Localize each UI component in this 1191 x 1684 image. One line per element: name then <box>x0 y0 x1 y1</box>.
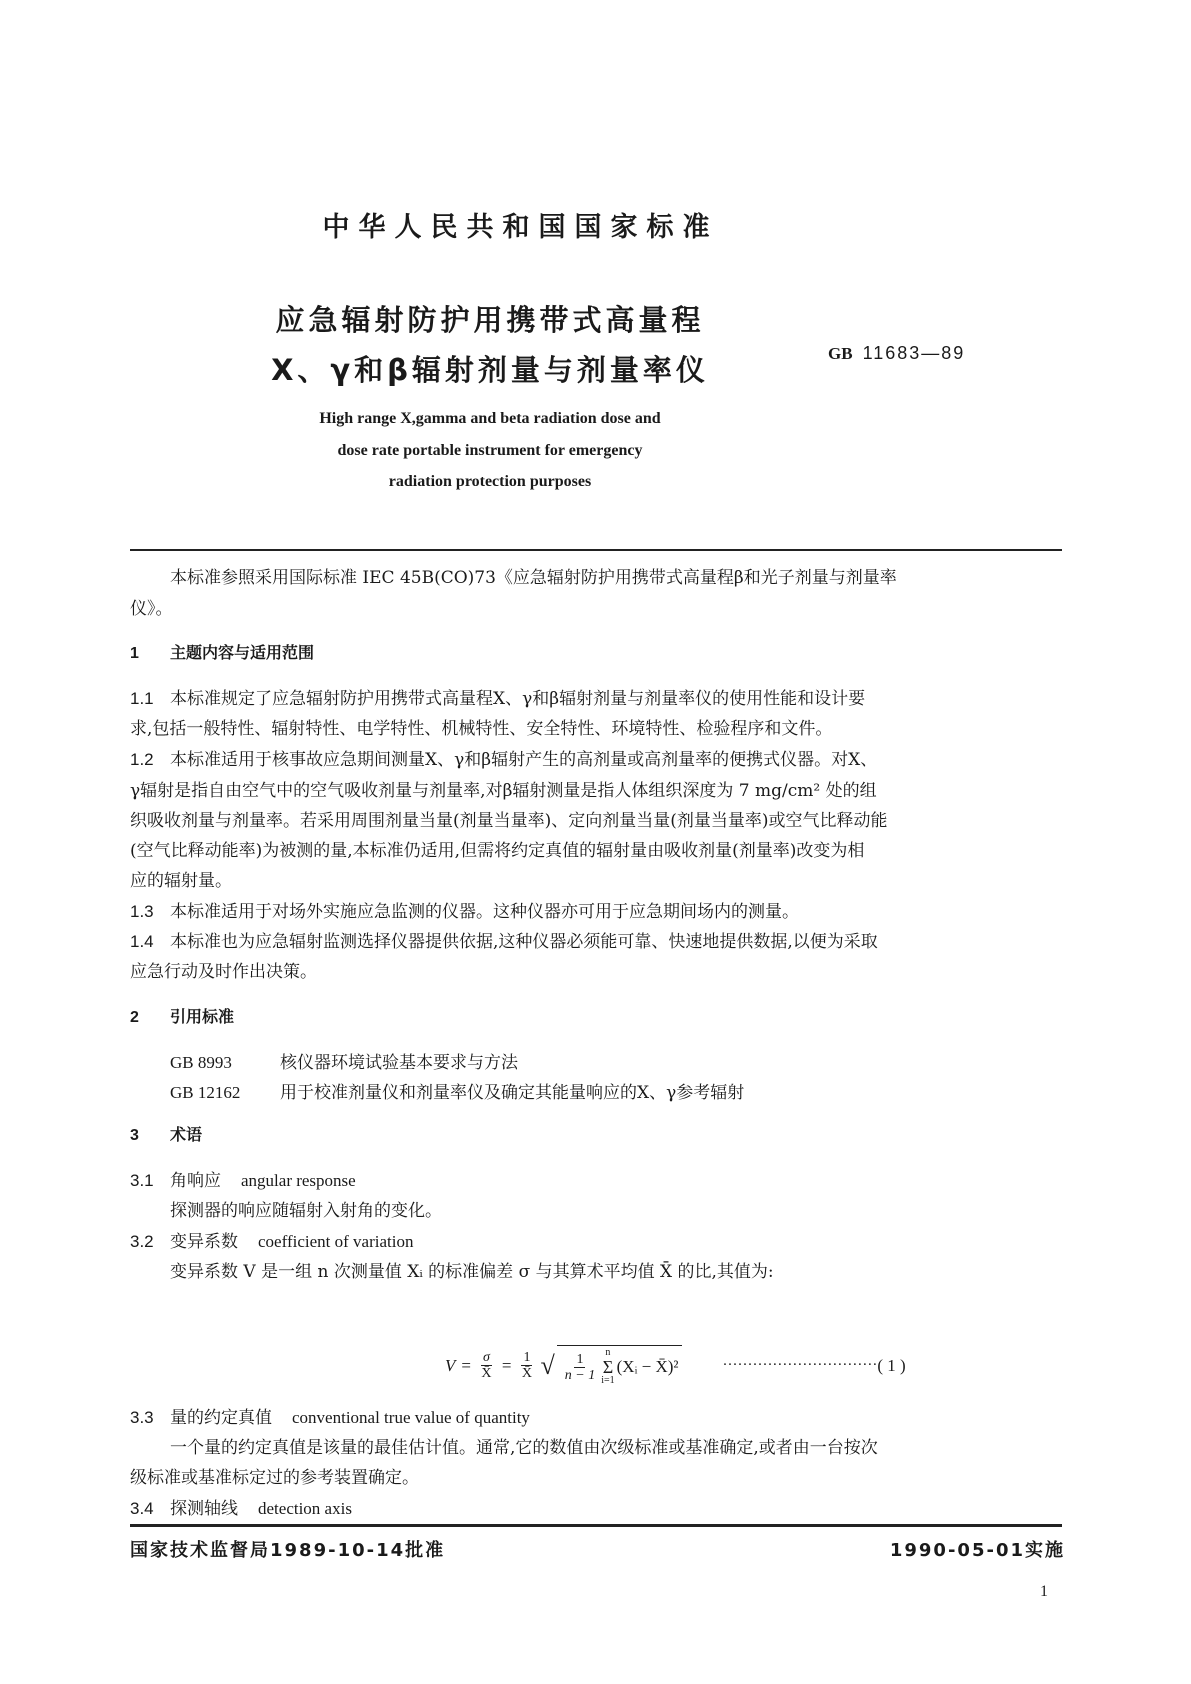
clause-1-4-line-2: 应急行动及时作出决策。 <box>130 962 317 982</box>
term-3-3-definition-line-2: 级标准或基准标定过的参考装置确定。 <box>130 1468 419 1488</box>
fraction-one-over-n-minus-1 <box>565 1352 595 1383</box>
term-english: detection axis <box>258 1499 352 1518</box>
term-3-3 <box>130 1403 1062 1428</box>
equals-sign: = <box>501 1355 512 1375</box>
equation-1 <box>445 1345 906 1386</box>
reference-code: GB 12162 <box>170 1083 241 1102</box>
gb-number: 11683—89 <box>862 343 966 363</box>
clause-1-2-line-4: (空气比释动能率)为被测的量,本标准仍适用,但需将约定真值的辐射量由吸收剂量(剂量率)改变为相 <box>130 841 865 861</box>
effective-date: 1990-05-01实施 <box>889 1540 1065 1561</box>
denominator: X̄ <box>521 1366 533 1381</box>
term-number: 3.2 <box>130 1232 154 1251</box>
reference-title: 核仪器环境试验基本要求与方法 <box>280 1053 518 1073</box>
term-chinese: 变异系数 <box>170 1232 238 1252</box>
term-3-4 <box>130 1494 1062 1519</box>
term-chinese: 角响应 <box>170 1171 221 1191</box>
sum-lower: i=1 <box>601 1375 615 1386</box>
term-number: 3.4 <box>130 1499 154 1518</box>
page-number: 1 <box>1040 1583 1048 1600</box>
fraction-sigma-over-xbar <box>481 1350 492 1381</box>
clause-1-2-line-2: γ辐射是指自由空气中的空气吸收剂量与剂量率,对β辐射测量是指人体组织深度为 7 mg/cm² 处的组 <box>130 781 877 801</box>
section-number: 3 <box>130 1127 139 1144</box>
clause-1-2-line-5: 应的辐射量。 <box>130 871 232 891</box>
footer-divider <box>130 1524 1062 1527</box>
equals-sign: = <box>461 1355 471 1375</box>
term-3-1 <box>130 1166 1062 1191</box>
sqrt-body <box>557 1345 683 1386</box>
term-3-2-definition: 变异系数 V 是一组 n 次测量值 Xᵢ 的标准偏差 σ 与其算术平均值 X̄ 的比,其值为: <box>170 1262 774 1282</box>
clause-1-4-line-1 <box>130 927 1062 952</box>
term-english: coefficient of variation <box>258 1232 414 1251</box>
section-2-heading <box>130 1004 1062 1027</box>
term-english: conventional true value of quantity <box>292 1408 530 1427</box>
clause-number: 1.3 <box>130 902 154 921</box>
clause-1-1-line-2: 求,包括一般特性、辐射特性、电学特性、机械特性、安全特性、环境特性、检验程序和文件。 <box>130 719 833 739</box>
clause-1-2-line-3: 织吸收剂量与剂量率。若采用周围剂量当量(剂量当量率)、定向剂量当量(剂量当量率)或空气比释动能 <box>130 811 888 831</box>
reference-title: 用于校准剂量仪和剂量率仪及确定其能量响应的X、γ参考辐射 <box>280 1083 745 1103</box>
term-3-2 <box>130 1227 1062 1252</box>
sqrt-symbol: √ <box>540 1350 555 1380</box>
summand: (Xᵢ − X̄)² <box>616 1357 679 1376</box>
national-standard-heading: 中华人民共和国国家标准 <box>322 212 719 243</box>
numerator: σ <box>482 1350 490 1365</box>
summation <box>601 1348 614 1386</box>
numerator: 1 <box>523 1350 531 1365</box>
numerator: 1 <box>576 1351 584 1367</box>
chinese-title-line-2: X、γ和β辐射剂量与剂量率仪 <box>271 353 709 387</box>
term-3-1-definition: 探测器的响应随辐射入射角的变化。 <box>170 1201 442 1221</box>
clause-text: 本标准也为应急辐射监测选择仪器提供依据,这种仪器必须能可靠、快速地提供数据,以便为采取 <box>170 932 878 952</box>
denominator: n − 1 <box>564 1367 596 1383</box>
clause-number: 1.4 <box>130 932 154 951</box>
clause-number: 1.1 <box>130 689 154 708</box>
denominator: X̄ <box>481 1366 492 1381</box>
section-1-heading <box>130 640 1062 663</box>
section-3-heading <box>130 1122 1062 1145</box>
fraction-one-over-xbar <box>521 1350 532 1381</box>
equation-number: ( 1 ) <box>877 1355 906 1375</box>
english-title-line-3: radiation protection purposes <box>388 473 592 490</box>
clause-1-1-line-1 <box>130 684 1062 709</box>
section-number: 2 <box>130 1009 139 1026</box>
clause-1-2-line-1 <box>130 745 1062 770</box>
term-3-3-definition-line-1: 一个量的约定真值是该量的最佳估计值。通常,它的数值由次级标准或基准确定,或者由一台按次 <box>170 1438 878 1458</box>
sum-symbol: Σ <box>602 1357 614 1377</box>
term-number: 3.1 <box>130 1171 154 1190</box>
clause-text: 本标准适用于对场外实施应急监测的仪器。这种仪器亦可用于应急期间场内的测量。 <box>170 902 799 922</box>
dot-leader: ······························· <box>722 1357 878 1373</box>
clause-text: 本标准规定了应急辐射防护用携带式高量程X、γ和β辐射剂量与剂量率仪的使用性能和设计要 <box>170 689 866 709</box>
chinese-title-line-1: 应急辐射防护用携带式高量程 <box>275 303 705 337</box>
term-chinese: 量的约定真值 <box>170 1408 272 1428</box>
gb-prefix: GB <box>828 344 853 363</box>
sum-upper: n <box>605 1347 611 1358</box>
header-divider <box>130 549 1062 551</box>
reference-code: GB 8993 <box>170 1053 232 1072</box>
english-title-line-1: High range X,gamma and beta radiation dose and <box>319 410 661 427</box>
clause-1-3 <box>130 897 1062 922</box>
approval-date: 国家技术监督局1989-10-14批准 <box>130 1540 446 1561</box>
section-title: 术语 <box>170 1125 203 1144</box>
clause-number: 1.2 <box>130 750 154 769</box>
preamble-line-2: 仪》。 <box>130 599 173 619</box>
section-number: 1 <box>130 645 139 662</box>
term-chinese: 探测轴线 <box>170 1499 238 1519</box>
term-number: 3.3 <box>130 1408 154 1427</box>
reference-item <box>130 1078 1102 1103</box>
reference-item <box>130 1048 1102 1073</box>
section-title: 引用标准 <box>170 1007 235 1026</box>
standard-code <box>828 343 965 364</box>
clause-text: 本标准适用于核事故应急期间测量X、γ和β辐射产生的高剂量或高剂量率的便携式仪器。对X、 <box>170 750 878 770</box>
formula-lhs: V <box>445 1355 456 1375</box>
term-english: angular response <box>241 1171 356 1190</box>
preamble-line-1: 本标准参照采用国际标准 IEC 45B(CO)73《应急辐射防护用携带式高量程β和光子剂量与剂量率 <box>170 568 897 588</box>
english-title-line-2: dose rate portable instrument for emergency <box>337 442 643 459</box>
section-title: 主题内容与适用范围 <box>170 643 315 662</box>
